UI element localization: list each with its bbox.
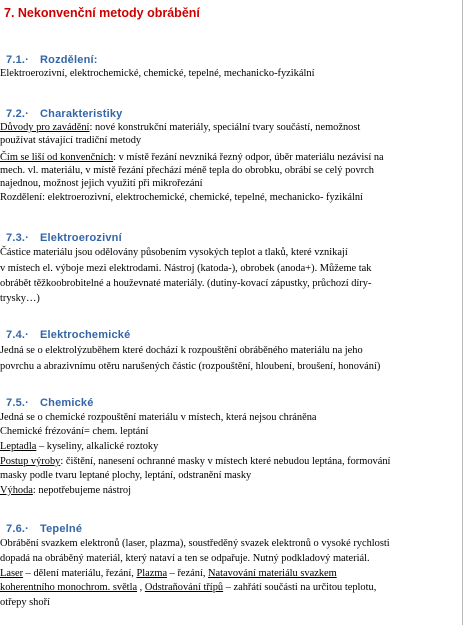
- separator: ,: [137, 582, 145, 593]
- term-plasma: Plazma: [136, 568, 168, 579]
- paragraph-line: otřepy shoří: [0, 597, 50, 608]
- section-title: Tepelné: [40, 523, 83, 535]
- section-heading-7-2: [6, 108, 123, 120]
- term-deburring-text: – zahřátí součásti na určitou teplotu,: [223, 582, 377, 593]
- section-heading-7-3: [6, 232, 122, 244]
- paragraph-line: [0, 567, 462, 580]
- paragraph-line: povrchu a abrazivnímu otěru narušených částic (rozpouštění, hloubení, broušení, honování): [0, 361, 381, 372]
- paragraph-line: najednou, možnost jejich využití při mikrořezání: [0, 178, 203, 189]
- section-title: Elektrochemické: [40, 329, 131, 341]
- term-procedure: Postup výroby: [0, 456, 61, 467]
- paragraph-line: Elektroerozivní, elektrochemické, chemické, tepelné, mechanicko-fyzikální: [0, 68, 315, 79]
- paragraph-line: [0, 151, 462, 164]
- term-difference: Čím se liší od konvenčních: [0, 152, 114, 163]
- section-number: 7.2.·: [6, 108, 30, 120]
- paragraph-line: Obrábění svazkem elektronů (laser, plazma), soustředěný svazek elektronů o vysoké rychlosti: [0, 538, 390, 549]
- section-heading-7-1: [6, 54, 98, 66]
- term-laser-text: – dělení materiálu, řezání,: [23, 568, 137, 579]
- term-laser: Laser: [0, 568, 24, 579]
- paragraph-line: Rozdělení: elektroerozivní, elektrochemické, chemické, tepelné, mechanicko- fyzikální: [0, 192, 363, 203]
- section-title: Charakteristiky: [40, 108, 123, 120]
- section-number: 7.6.·: [6, 523, 30, 535]
- section-heading-7-4: [6, 329, 130, 341]
- paragraph-line: trysky…): [0, 293, 40, 304]
- section-number: 7.4.·: [6, 329, 30, 341]
- paragraph-line: dopadá na obráběný materiál, který nataví a ten se odpařuje. Nutný podkladový materiál.: [0, 553, 370, 564]
- paragraph-line: obrábět těžkoobrobitelné a houževnaté materiály. (dutiny-kovací zápustky, průchozí díry-: [0, 278, 372, 289]
- page-title: 7. Nekonvenční metody obrábění: [4, 6, 200, 20]
- paragraph-line: mech. vl. materiálu, v místě řezání přechází méně tepla do obrobku, obrábí se celý povrch: [0, 165, 374, 176]
- term-reasons-text: : nové konstrukční materiály, speciální tvary součástí, nemožnost: [89, 122, 361, 133]
- paragraph-line: [0, 581, 462, 594]
- section-title: Rozdělení:: [40, 54, 98, 66]
- term-reasons: Důvody pro zavádění: [0, 122, 90, 133]
- paragraph-line: Jedná se o elektrolýzuběhem které dochází k rozpouštění obráběného materiálu na jeho: [0, 345, 363, 356]
- paragraph-line: [0, 455, 462, 468]
- section-title: Elektroerozivní: [40, 232, 122, 244]
- paragraph-line: Částice materiálu jsou odělovány působením vysokých teplot a tlaků, které vznikají: [0, 247, 348, 258]
- term-etchants-text: – kyseliny, alkalické roztoky: [36, 441, 159, 452]
- paragraph-line: v místech el. výboje mezi elektrodami. Nástroj (katoda-), obrobek (anoda+). Můžeme tak: [0, 263, 372, 274]
- term-plasma-text: – řezání,: [167, 568, 209, 579]
- term-procedure-text: : čištění, nanesení ochranné masky v místech které nebudou leptána, formování: [60, 456, 391, 467]
- paragraph-line: [0, 484, 462, 497]
- section-heading-7-5: [6, 397, 94, 409]
- paragraph-line: [0, 121, 462, 134]
- paragraph-line: Jedná se o chemické rozpouštění materiálu v místech, která nejsou chráněna: [0, 412, 317, 423]
- term-etchants: Leptadla: [0, 441, 37, 452]
- term-deburring: Odstraňování třípů: [144, 582, 224, 593]
- term-advantage: Výhoda: [0, 485, 33, 496]
- section-number: 7.5.·: [6, 397, 30, 409]
- paragraph-line: [0, 440, 462, 453]
- term-melting-cont: koherentního monochrom. světla: [0, 582, 138, 593]
- section-number: 7.1.·: [6, 54, 30, 66]
- section-title: Chemické: [40, 397, 94, 409]
- section-heading-7-6: [6, 523, 82, 535]
- term-melting: Natavování materiálu svazkem: [208, 568, 337, 579]
- paragraph-line: Chemické frézování= chem. leptání: [0, 426, 149, 437]
- term-difference-text: : v místě řezání nevzniká řezný odpor, úběr materiálu nezávisí na: [113, 152, 384, 163]
- paragraph-line: používat stávající tradiční metody: [0, 135, 142, 146]
- term-advantage-text: : nepotřebujeme nástroj: [32, 485, 132, 496]
- section-number: 7.3.·: [6, 232, 30, 244]
- paragraph-line: masky podle tvaru leptané plochy, leptání, odstranění masky: [0, 470, 252, 481]
- page-edge-divider: [462, 0, 463, 625]
